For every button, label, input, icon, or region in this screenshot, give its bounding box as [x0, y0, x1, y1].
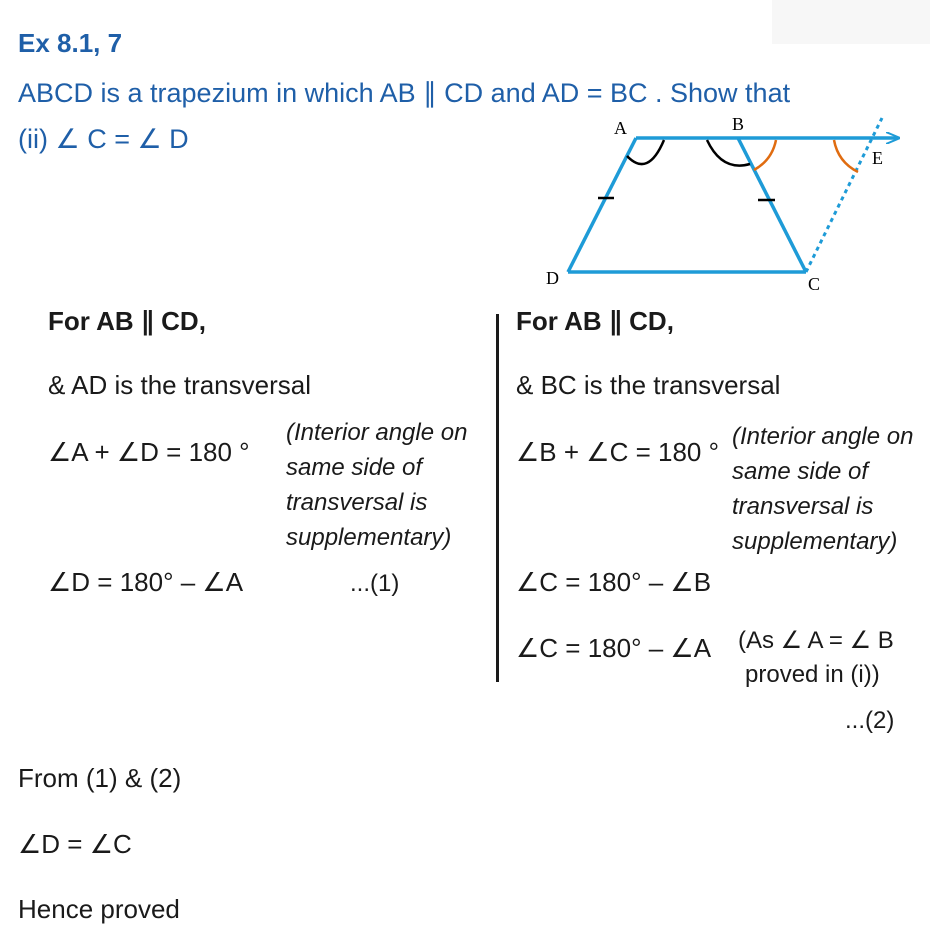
conclusion-result: ∠D = ∠C — [18, 829, 132, 859]
side-bc — [738, 138, 806, 272]
right-transversal: & BC is the transversal — [516, 370, 781, 400]
label-d: D — [546, 268, 559, 288]
side-ad — [568, 138, 636, 272]
column-divider — [496, 314, 499, 682]
right-note-line-1: (As ∠ A = ∠ B — [738, 627, 894, 654]
exercise-title: Ex 8.1, 7 — [18, 28, 123, 58]
right-equation-3: ∠C = 180° – ∠A — [516, 633, 712, 663]
question-text: ABCD is a trapezium in which AB ∥ CD and AD = BC . Show that — [18, 78, 791, 108]
right-note-line-2: proved in (i)) — [745, 661, 880, 688]
conclusion-from: From (1) & (2) — [18, 763, 182, 793]
arc-angle-e — [834, 140, 858, 172]
right-reason: (Interior angle on same side of transversal is supplementary) — [732, 423, 914, 555]
question-part: (ii) ∠ C = ∠ D — [18, 124, 189, 154]
label-b: B — [732, 114, 745, 134]
right-equation-2: ∠C = 180° – ∠B — [516, 567, 712, 597]
trapezium-figure — [0, 0, 930, 300]
label-e: E — [872, 148, 883, 168]
left-heading: For AB ∥ CD, — [48, 306, 206, 336]
right-heading: For AB ∥ CD, — [516, 306, 674, 336]
label-a: A — [614, 118, 627, 138]
left-transversal: & AD is the transversal — [48, 370, 311, 400]
conclusion-end: Hence proved — [18, 894, 180, 924]
label-c: C — [808, 274, 821, 294]
left-ref-1: ...(1) — [350, 570, 400, 597]
right-equation-1: ∠B + ∠C = 180 ° — [516, 437, 719, 467]
right-ref-2: ...(2) — [845, 707, 895, 734]
arc-angle-b-exterior — [754, 140, 776, 170]
dotted-line-ce — [806, 118, 882, 272]
left-reason: (Interior angle on same side of transversal is supplementary) — [286, 419, 468, 551]
left-equation-1: ∠A + ∠D = 180 ° — [48, 437, 250, 467]
left-equation-2: ∠D = 180° – ∠A — [48, 567, 244, 597]
